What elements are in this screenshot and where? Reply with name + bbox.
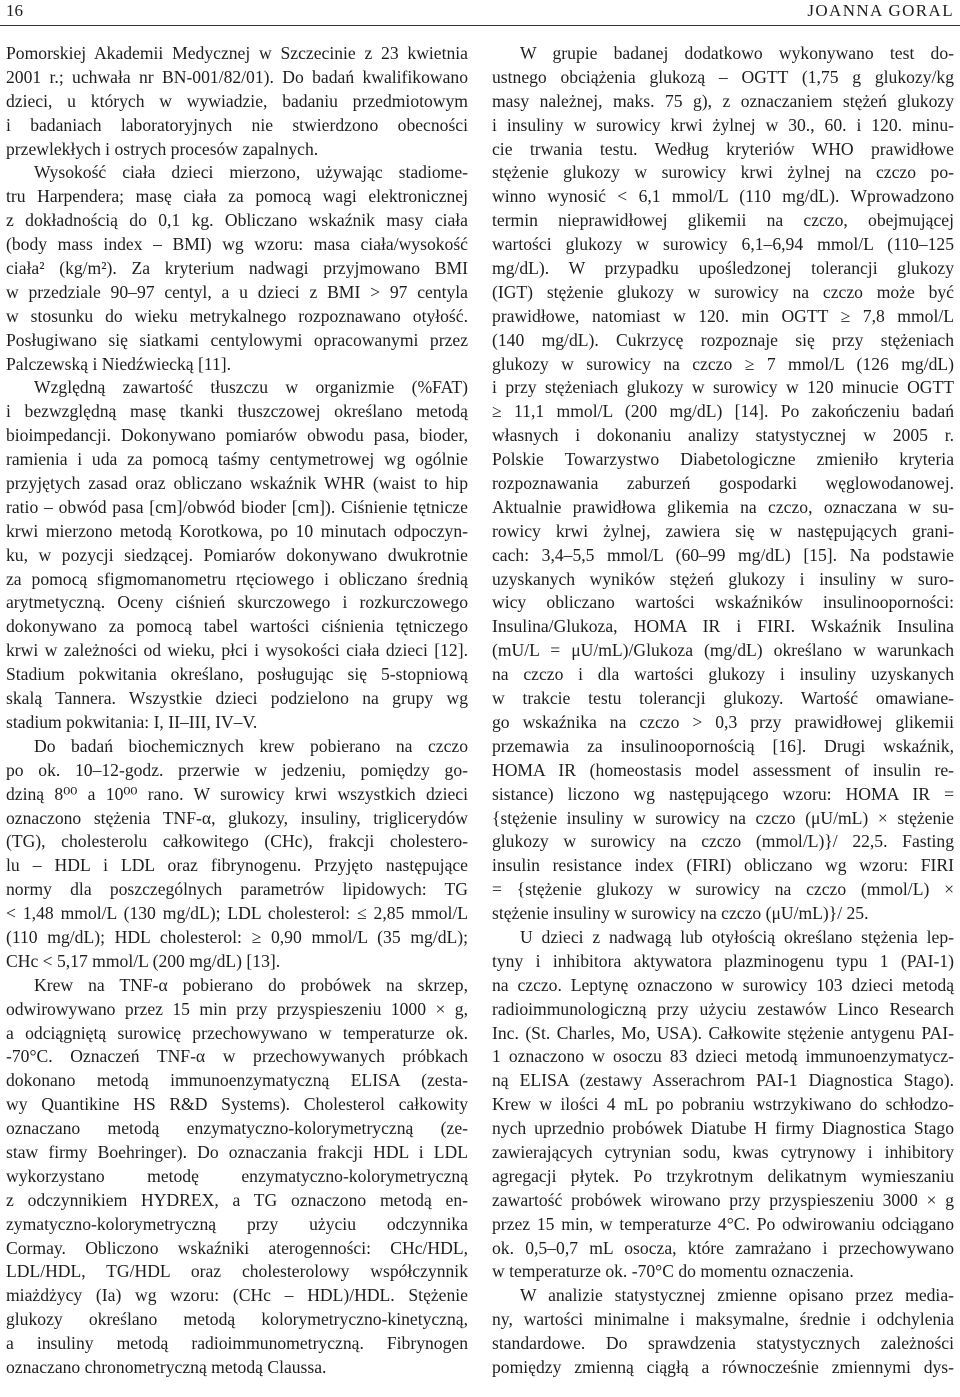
text-line: cach: 3,4–5,5 mmol/L (60–99 mg/dL) [15]. Na podstawie: [492, 544, 954, 565]
text-line: Posługiwano się siatkami centylowymi opracowanymi przez: [6, 329, 468, 350]
text-line: insulin resistance index (FIRI) obliczano wg wzoru: FIRI: [492, 855, 954, 876]
text-line: stężenie glukozy w surowicy krwi żylnej na czczo po-: [492, 162, 954, 183]
text-line: 2001 r.; uchwała nr BN-001/82/01). Do badań kwalifikowano: [6, 66, 468, 87]
text-line: ny, wartości minimalne i maksymalne, średnie i odchylenia: [492, 1309, 954, 1330]
text-line: termin nieprawidłowej glikemii na czczo, obejmującej: [492, 210, 954, 231]
text-line: W grupie badanej dodatkowo wykonywano test do-: [520, 43, 954, 63]
text-line: ciała² (kg/m²). Za kryterium nadwagi przyjmowano BMI: [6, 258, 468, 279]
text-line: W analizie statystycznej zmienne opisano przez media-: [520, 1285, 954, 1306]
text-line: wy Quantikine HS R&D Systems). Cholesterol całkowity: [6, 1094, 468, 1115]
running-head-author: JOANNA GORAL: [807, 1, 954, 20]
text-line: go wskaźnika na czczo > 0,3 przy prawidłowej glikemii: [492, 711, 954, 732]
text-line: arytmetyczną. Oceny ciśnień skurczowego i rozkurczowego: [6, 592, 468, 613]
text-line: dokonano metodą immunoenzymatyczną ELISA (zesta-: [6, 1070, 468, 1091]
text-line: zymatyczno-kolorymetryczną przy użyciu odczynnika: [6, 1213, 468, 1234]
text-line: (mU/L = μU/mL)/Glukoza (mg/dL) określano w warunkach: [492, 640, 954, 661]
text-line: Krew na TNF-α pobierano do probówek na skrzep,: [34, 974, 468, 995]
left-text-column: [6, 42, 468, 1380]
text-line: i przy stężeniach glukozy w surowicy w 120 minucie OGTT: [492, 377, 954, 398]
text-line: dzieci, u których w wywiadzie, badaniu przedmiotowym: [6, 90, 468, 111]
text-line: Inc. (St. Charles, Mo, USA). Całkowite stężenie antygenu PAI-: [492, 1022, 954, 1043]
text-line: uzyskanych wyników stężeń glukozy i insuliny w suro-: [492, 568, 954, 589]
text-line: (IGT) stężenie glukozy w surowicy na czczo może być: [492, 281, 954, 302]
text-line: ustnego obciążenia glukozą – OGTT (1,75 g glukozy/kg: [492, 66, 954, 87]
text-line: LDL/HDL, TG/HDL oraz cholesterolowy współczynnik: [6, 1261, 468, 1282]
text-line: oznaczano metodą enzymatyczno-kolorymetryczną (ze-: [6, 1118, 468, 1139]
text-line: Insulina/Glukoza, HOMA IR i FIRI. Wskaźnik Insulina: [492, 616, 954, 637]
text-line: staw firmy Boehringer). Do oznaczania frakcji HDL i LDL: [6, 1141, 468, 1162]
text-line: agregacji płytek. Po trzykrotnym delikatnym wymieszaniu: [492, 1165, 954, 1186]
text-line: wartości glukozy w surowicy 6,1–6,94 mmol/L (110–125: [492, 234, 954, 255]
text-line: i bezwzględną masę tkanki tłuszczowej określano metodą: [6, 401, 468, 422]
text-line: w temperaturze ok. -70°C do momentu oznaczenia.: [492, 1261, 854, 1282]
text-line: przemawia za insulinoopornością [16]. Drugi wskaźnik,: [492, 735, 954, 756]
text-line: a insuliny metodą radioimmunometryczną. Fibrynogen: [6, 1333, 468, 1354]
text-line: tru Harpendera; masę ciała za pomocą wagi elektronicznej: [6, 186, 468, 207]
text-line: miażdżycy (Ia) wg wzoru: (CHc – HDL)/HDL. Stężenie: [6, 1285, 468, 1306]
text-line: dokonywano za pomocą tabel wartości ciśnienia tętniczego: [6, 616, 468, 637]
text-line: przewlekłych i ostrych procesów zapalnych.: [6, 138, 319, 159]
text-line: krwi mierzono metodą Korotkowa, po 10 minutach odpoczyn-: [6, 520, 468, 541]
text-line: przez 15 min, w temperaturze 4°C. Po odwirowaniu odciągano: [492, 1213, 954, 1234]
text-line: Krew w ilości 4 mL po pobraniu wstrzykiwano do schłodzo-: [492, 1094, 954, 1115]
text-line: i badaniach laboratoryjnych nie stwierdzono obecności: [6, 114, 468, 135]
text-line: odwirowywano przez 15 min przy przyspieszeniu 1000 × g,: [6, 998, 468, 1019]
text-line: oznaczano chronometryczną metodą Claussa.: [6, 1356, 327, 1377]
text-line: rowicy krwi żylnej, zawiera się w następujących grani-: [492, 520, 954, 541]
text-line: za pomocą sfigmomanometru rtęciowego i obliczano średnią: [6, 568, 468, 589]
text-line: (110 mg/dL); HDL cholesterol: ≥ 0,90 mmol/L (35 mg/dL);: [6, 926, 468, 947]
text-line: Stadium pokwitania określano, posługując się 5-stopniową: [6, 664, 468, 685]
text-line: bioimpedancji. Dokonywano pomiarów obwodu pasa, bioder,: [6, 425, 468, 446]
text-line: mg/dL). W przypadku upośledzonej tolerancji glukozy: [492, 258, 954, 279]
right-text-column: [492, 42, 954, 1380]
text-line: CHc < 5,17 mmol/L (200 mg/dL) [13].: [6, 950, 281, 971]
text-line: lu – HDL i LDL oraz fibrynogenu. Przyjęto następujące: [6, 855, 468, 876]
text-line: {stężenie insuliny w surowicy na czczo (μU/mL) × stężenie: [492, 807, 954, 828]
text-line: rozpoznawania zaburzeń gospodarki węglowodanowej.: [492, 473, 954, 494]
text-line: ną ELISA (zestawy Asserachrom PAI-1 Diagnostica Stago).: [492, 1070, 954, 1091]
text-line: winno wynosić < 6,1 mmol/L (110 mg/dL). Wprowadzono: [492, 186, 954, 207]
text-line: ramienia i uda za pomocą taśmy centymetrowej wg ogólnie: [6, 449, 468, 470]
text-line: w trakcie testu tolerancji glukozy. Wartość omawiane-: [492, 688, 954, 709]
text-line: sistance) liczono wg następującego wzoru: HOMA IR =: [492, 783, 954, 804]
text-line: w przedziale 90–97 centyl, a u dzieci z BMI > 97 centyla: [6, 281, 468, 302]
text-line: wykorzystano metodę enzymatyczno-kolorymetryczną: [6, 1165, 468, 1186]
text-line: ok. 0,5–0,7 mL osocza, które zamrażano i przechowywano: [492, 1237, 954, 1258]
text-line: (body mass index – BMI) wg wzoru: masa ciała/wysokość: [6, 234, 468, 255]
text-line: pomiędzy zmienną ciągłą a równocześnie zmiennymi dys-: [492, 1356, 954, 1377]
text-line: i insuliny w surowicy krwi żylnej w 30., 60. i 120. minu-: [492, 114, 954, 135]
header-divider: [0, 25, 960, 26]
text-line: < 1,48 mmol/L (130 mg/dL); LDL cholesterol: ≤ 2,85 mmol/L: [6, 903, 468, 924]
text-line: Wysokość ciała dzieci mierzono, używając stadiome-: [34, 162, 468, 183]
text-line: w stosunku do wieku metrykalnego rozpoznawano otyłość.: [6, 305, 468, 326]
text-line: -70°C. Oznaczeń TNF-α w przechowywanych próbkach: [6, 1046, 468, 1067]
text-line: prawidłowe, natomiast w 120. min OGTT ≥ 7,8 mmol/L: [492, 305, 954, 326]
text-line: stadium pokwitania: I, II–III, IV–V.: [6, 711, 258, 732]
text-line: ratio – obwód pasa [cm]/obwód bioder [cm]). Ciśnienie tętnicze: [6, 496, 468, 517]
text-line: tyny i inhibitora aktywatora plazminogenu typu 1 (PAI-1): [492, 950, 954, 971]
text-line: U dzieci z nadwagą lub otyłością określano stężenia lep-: [520, 926, 954, 947]
text-line: normy dla poszczególnych parametrów lipidowych: TG: [6, 879, 468, 900]
text-line: masy należnej, maks. 75 g), z oznaczaniem stężeń glukozy: [492, 90, 954, 111]
text-line: radioimmunologiczną przy użyciu zestawów Linco Research: [492, 998, 954, 1019]
text-line: glukozy w surowicy na czczo (mmol/L)}/ 22,5. Fasting: [492, 831, 954, 852]
text-line: (TG), cholesterolu całkowitego (CHc), frakcji cholestero-: [6, 831, 468, 852]
text-line: 1 oznaczono w osoczu 83 dzieci metodą immunoenzymatycz-: [492, 1046, 954, 1067]
text-line: Pomorskiej Akademii Medycznej w Szczecinie z 23 kwietnia: [6, 43, 468, 63]
text-line: z dokładnością do 0,1 kg. Obliczano wskaźnik masy ciała: [6, 210, 468, 231]
text-line: zawierających cytrynian sodu, kwas cytrynowy i inhibitory: [492, 1141, 954, 1162]
text-line: Względną zawartość tłuszczu w organizmie (%FAT): [34, 377, 468, 398]
text-line: z odczynnikiem HYDREX, a TG oznaczono metodą en-: [6, 1189, 468, 1210]
text-line: oznaczono stężenia TNF-α, glukozy, insuliny, triglicerydów: [6, 807, 468, 828]
text-line: krwi w zależności od wieku, płci i wysokości ciała dzieci [12].: [6, 640, 468, 661]
text-line: HOMA IR (homeostasis model assessment of insulin re-: [492, 759, 954, 780]
page-number: 16: [6, 1, 23, 20]
text-line: nych uprzednio probówek Diatube H firmy Diagnostica Stago: [492, 1118, 954, 1139]
text-line: ≥ 11,1 mmol/L (200 mg/dL) [14]. Po zakończeniu badań: [492, 401, 954, 422]
text-line: Do badań biochemicznych krew pobierano na czczo: [34, 735, 468, 756]
text-line: standardowe. Do sprawdzenia statystycznych zależności: [492, 1333, 954, 1354]
text-line: zawartość probówek wirowano przy przyspieszeniu 3000 × g: [492, 1189, 954, 1210]
text-line: własnych i dokonaniu analizy statystycznej w 2005 r.: [492, 425, 954, 446]
text-line: na czczo. Leptynę oznaczono w surowicy 103 dzieci metodą: [492, 974, 954, 995]
text-line: cie trwania testu. Według kryteriów WHO prawidłowe: [492, 138, 954, 159]
text-line: glukozy określano metodą kolorymetryczno-kinetyczną,: [6, 1309, 468, 1330]
text-line: Cormay. Obliczono wskaźniki aterogenności: CHc/HDL,: [6, 1237, 468, 1258]
text-line: glukozy w surowicy na czczo ≥ 7 mmol/L (126 mg/dL): [492, 353, 954, 374]
text-line: = {stężenie glukozy w surowicy na czczo (mmol/L) ×: [492, 879, 954, 900]
text-line: na czczo i dla wartości glukozy i insuliny uzyskanych: [492, 664, 954, 685]
text-line: ku, w pozycji siedzącej. Pomiarów dokonywano dwukrotnie: [6, 544, 468, 565]
text-line: wicy obliczano wartości wskaźników insulinooporności:: [492, 592, 954, 613]
text-line: dziną 8⁰⁰ a 10⁰⁰ rano. W surowicy krwi wszystkich dzieci: [6, 783, 468, 804]
text-line: Polskie Towarzystwo Diabetologiczne zmieniło kryteria: [492, 449, 954, 470]
text-line: stężenie insuliny w surowicy na czczo (μU/mL)}/ 25.: [492, 903, 869, 924]
text-line: Palczewską i Niedźwiecką [11].: [6, 353, 232, 374]
text-line: skalą Tannera. Wszystkie dzieci podzielono na grupy wg: [6, 688, 468, 709]
text-line: Aktualnie prawidłowa glikemia na czczo, oznaczana w su-: [492, 496, 954, 517]
text-line: (140 mg/dL). Cukrzycę rozpoznaje się przy stężeniach: [492, 329, 954, 350]
text-line: a odciągniętą surowicę przechowywano w temperaturze ok.: [6, 1022, 468, 1043]
text-line: po ok. 10–12-godz. przerwie w jedzeniu, pomiędzy go-: [6, 759, 468, 780]
text-line: przyjętych zasad oraz obliczano wskaźnik WHR (waist to hip: [6, 473, 468, 494]
